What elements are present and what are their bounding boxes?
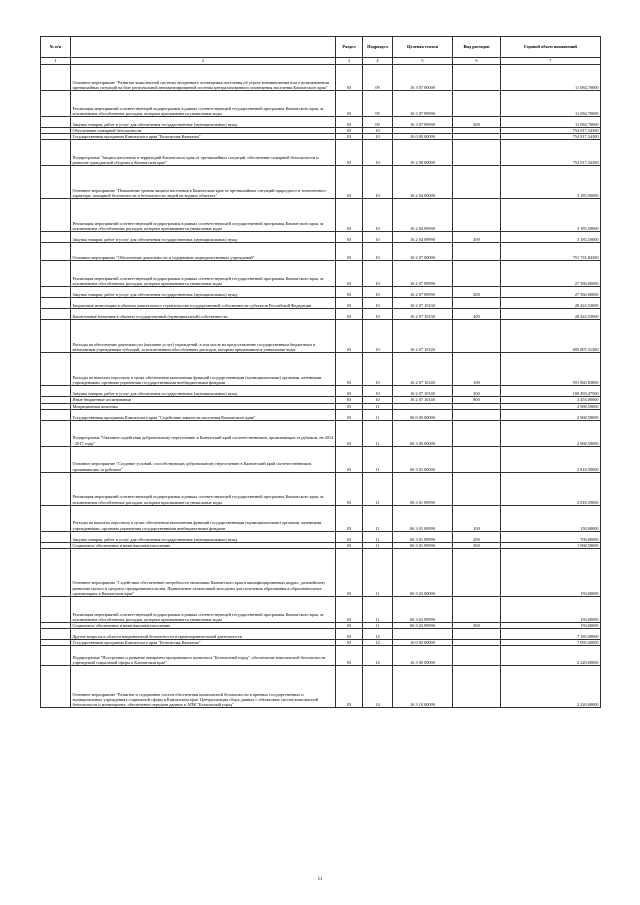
table-row [41, 646, 601, 666]
row-sum: 7 095,00000 [501, 640, 601, 646]
header-cs: Целевая статья [393, 37, 453, 58]
row-razdel: 03 [336, 309, 363, 320]
header-name [71, 37, 336, 58]
row-name: Социальное обеспечение и иные выплаты населению [71, 623, 336, 629]
row-sum: 2 818,59000 [501, 472, 601, 505]
row-razdel: 03 [336, 65, 363, 91]
row-cs: 16 2 00 00000 [393, 140, 453, 166]
row-cs: 16 2 07 10140 [393, 353, 453, 386]
row-cs: 06 3 01 09990 [393, 472, 453, 505]
row-name: Закупка товаров, работ и услуг для обеспечения государственных (муниципальных) нужд [71, 117, 336, 128]
row-podrazdel: 10 [363, 397, 393, 403]
table-row [41, 353, 601, 386]
table-header [41, 37, 601, 58]
row-vr [453, 166, 501, 199]
row-sum: 2 968,59000 [501, 403, 601, 409]
row-cs: 16 0 00 00000 [393, 640, 453, 646]
row-cs: 16 2 04 00000 [393, 166, 453, 199]
row-razdel: 03 [336, 320, 363, 353]
row-vr [453, 261, 501, 287]
column-number: 3 [336, 58, 363, 65]
table-row [41, 666, 601, 708]
column-numbers-row [41, 58, 601, 65]
row-number [41, 140, 71, 166]
row-podrazdel: 11 [363, 420, 393, 446]
row-vr [453, 420, 501, 446]
table-row [41, 117, 601, 128]
row-vr: 200 [453, 117, 501, 128]
row-cs: 16 3 07 09990 [393, 117, 453, 128]
row-razdel: 03 [336, 403, 363, 409]
row-podrazdel: 11 [363, 446, 393, 472]
row-vr [453, 199, 501, 232]
table-row [41, 629, 601, 640]
row-sum: 3 453,00000 [501, 397, 601, 403]
row-razdel: 03 [336, 134, 363, 140]
row-razdel: 03 [336, 199, 363, 232]
row-name: Закупка товаров, работ и услуг для обеспечения государственных (муниципальных) нужд [71, 287, 336, 298]
row-sum: 754 917,34300 [501, 140, 601, 166]
row-name: Расходы на обеспечение деятельности (оказание услуг) учреждений, в том числе на предоставление государственным бюджетным и автономным учреждениям субсидий, за исключением обособленных расходов, которым присваиваются уникальные коды [71, 320, 336, 353]
row-razdel: 03 [336, 420, 363, 446]
row-vr: 200 [453, 386, 501, 397]
row-podrazdel: 10 [363, 309, 393, 320]
row-name: Миграционная политика [71, 403, 336, 409]
row-number [41, 91, 71, 117]
table-row [41, 309, 601, 320]
row-podrazdel: 10 [363, 140, 393, 166]
row-number [41, 166, 71, 199]
row-number [41, 446, 71, 472]
row-name: Основное мероприятие "Обеспечение деятельности и содержание подведомственных учреждений" [71, 243, 336, 261]
row-sum: 754 917,34300 [501, 134, 601, 140]
row-podrazdel: 10 [363, 287, 393, 298]
row-vr: 200 [453, 232, 501, 243]
row-cs: 16 3 00 00000 [393, 646, 453, 666]
row-name: Другие вопросы в области национальной безопасности и правоохранительной деятельности [71, 629, 336, 640]
table-row [41, 446, 601, 472]
row-vr [453, 65, 501, 91]
table-row [41, 243, 601, 261]
row-vr [453, 91, 501, 117]
row-vr: 300 [453, 542, 501, 548]
row-razdel: 03 [336, 287, 363, 298]
table-row [41, 549, 601, 597]
row-number [41, 597, 71, 623]
row-name: Основное мероприятие "Содействие обеспечению потребности экономики Камчатского края в квалифицированных кадрах, дальнейшему развитию малого и среднего предпринимательства. Привлечение талантливой молодежи для получения образования в образовательных организациях в Камчатском крае" [71, 549, 336, 597]
row-razdel: 03 [336, 397, 363, 403]
row-sum: 3 185,50000 [501, 199, 601, 232]
row-cs: 06 3 02 00000 [393, 549, 453, 597]
row-razdel: 03 [336, 117, 363, 128]
row-name: Основное мероприятие "Создание условий, способствующих добровольному переселению в Камчатский край соотечественников, проживающих за рубежом" [71, 446, 336, 472]
row-podrazdel: 09 [363, 65, 393, 91]
row-podrazdel: 10 [363, 320, 393, 353]
budget-table [40, 36, 601, 708]
row-razdel: 03 [336, 409, 363, 420]
row-name: Закупка товаров, работ и услуг для обеспечения государственных (муниципальных) нужд [71, 386, 336, 397]
row-cs: 16 0 00 00000 [393, 134, 453, 140]
row-name: Государственная программа Камчатского края "Безопасная Камчатка" [71, 640, 336, 646]
row-podrazdel: 10 [363, 261, 393, 287]
row-razdel: 03 [336, 505, 363, 531]
row-cs: 06 3 01 09990 [393, 505, 453, 531]
row-vr [453, 409, 501, 420]
table-row [41, 199, 601, 232]
row-podrazdel: 11 [363, 505, 393, 531]
row-name: Основное мероприятие "Развитие комплексной системы экстренного оповещения населения об угрозе возникновения или о возникновении чрезвычайных ситуаций на базе региональной автоматизированной системы централизованного оповещения населения Камчатского края" [71, 65, 336, 91]
row-cs: 16 2 07 10140 [393, 397, 453, 403]
row-podrazdel: 10 [363, 134, 393, 140]
row-name: Иные бюджетные ассигнования [71, 397, 336, 403]
row-sum: 11 084,70000 [501, 91, 601, 117]
column-number: 7 [501, 58, 601, 65]
row-razdel: 03 [336, 298, 363, 309]
row-sum: 27 560,00000 [501, 261, 601, 287]
row-name: Обеспечение пожарной безопасности [71, 128, 336, 134]
row-sum: 150,00000 [501, 505, 601, 531]
row-sum: 28 424,53000 [501, 298, 601, 309]
row-podrazdel: 14 [363, 646, 393, 666]
row-podrazdel: 11 [363, 403, 393, 409]
row-podrazdel: 11 [363, 472, 393, 505]
row-vr: 300 [453, 623, 501, 629]
row-razdel: 03 [336, 666, 363, 708]
row-cs: 16 2 07 09990 [393, 287, 453, 298]
column-number: 5 [393, 58, 453, 65]
header-num: № п/п [41, 37, 71, 58]
row-number [41, 261, 71, 287]
row-cs: 06 3 02 09990 [393, 623, 453, 629]
row-name: Закупка товаров, работ и услуг для обеспечения государственных (муниципальных) нужд [71, 531, 336, 542]
row-sum: 591 860,83800 [501, 353, 601, 386]
page-number: 11 [317, 877, 323, 882]
row-podrazdel: 10 [363, 166, 393, 199]
table-row [41, 531, 601, 542]
row-cs: 16 3 07 09990 [393, 91, 453, 117]
column-number: 6 [453, 58, 501, 65]
row-vr: 200 [453, 287, 501, 298]
row-sum: 700,00000 [501, 531, 601, 542]
row-name: Реализация мероприятий соответствующей подпрограммы в рамках соответствующей государственной программы Камчатского края, за исключением обособленных расходов, которым присваиваются уникальные коды [71, 597, 336, 623]
row-sum: 3 185,50000 [501, 232, 601, 243]
row-cs: 16 2 07 00000 [393, 243, 453, 261]
row-number [41, 666, 71, 708]
row-podrazdel: 14 [363, 629, 393, 640]
row-sum: 754 917,34300 [501, 128, 601, 134]
row-razdel: 03 [336, 542, 363, 548]
row-cs: 16 2 07 10140 [393, 320, 453, 353]
row-podrazdel: 11 [363, 549, 393, 597]
row-name: Подпрограмма "Защита населения и территорий Камчатского края от чрезвычайных ситуаций, обеспечение пожарной безопасности и развитие гражданской обороны в Камчатском крае" [71, 140, 336, 166]
row-cs: 16 2 07 09990 [393, 261, 453, 287]
row-podrazdel: 10 [363, 128, 393, 134]
row-razdel: 03 [336, 472, 363, 505]
row-podrazdel: 11 [363, 531, 393, 542]
row-name: Закупка товаров, работ и услуг для обеспечения государственных (муниципальных) нужд [71, 232, 336, 243]
row-vr [453, 666, 501, 708]
row-podrazdel: 14 [363, 640, 393, 646]
row-vr [453, 597, 501, 623]
row-cs: 06 3 01 00000 [393, 446, 453, 472]
row-number [41, 320, 71, 353]
row-sum: 7 185,00000 [501, 629, 601, 640]
row-podrazdel: 14 [363, 666, 393, 708]
row-razdel: 03 [336, 531, 363, 542]
row-name: Реализация мероприятий соответствующей подпрограммы в рамках соответствующей государственной программы Камчатского края, за исключением обособленных расходов, которым присваиваются уникальные коды [71, 91, 336, 117]
row-podrazdel: 10 [363, 386, 393, 397]
row-podrazdel: 11 [363, 597, 393, 623]
table-row [41, 505, 601, 531]
row-vr [453, 320, 501, 353]
row-cs: 06 0 00 00000 [393, 409, 453, 420]
row-name: Реализация мероприятий соответствующей подпрограммы в рамках соответствующей государственной программы Камчатского края, за исключением обособленных расходов, которым присваиваются уникальные коды [71, 199, 336, 232]
row-sum: 751 731,84300 [501, 243, 601, 261]
row-razdel: 03 [336, 646, 363, 666]
row-name: Государственная программа Камчатского края "Содействие занятости населения Камчатского края" [71, 409, 336, 420]
row-podrazdel: 11 [363, 623, 393, 629]
row-name: Бюджетные инвестиции в объекты капитального строительства государственной собственности субъектов Российской Федерации [71, 298, 336, 309]
row-number [41, 646, 71, 666]
row-podrazdel: 10 [363, 243, 393, 261]
row-sum: 2 220,00000 [501, 666, 601, 708]
row-name: Расходы на выплаты персоналу в целях обеспечения выполнения функций государственными (муниципальными) органами, казенными учреждениями, органами управления государственными внебюджетными фондами [71, 505, 336, 531]
row-razdel: 03 [336, 629, 363, 640]
row-cs: 16 2 04 09990 [393, 232, 453, 243]
table-row [41, 232, 601, 243]
row-name: Реализация мероприятий соответствующей подпрограммы в рамках соответствующей государственной программы Камчатского края, за исключением обособленных расходов, которым присваиваются уникальные коды [71, 472, 336, 505]
row-razdel: 03 [336, 91, 363, 117]
header-vr: Вид расходов [453, 37, 501, 58]
row-sum: 28 424,53000 [501, 309, 601, 320]
row-vr [453, 446, 501, 472]
row-cs: 16 3 07 00000 [393, 65, 453, 91]
row-number [41, 549, 71, 597]
row-number [41, 232, 71, 243]
row-number [41, 531, 71, 542]
row-vr: 100 [453, 353, 501, 386]
table-body [41, 65, 601, 708]
header-podrazdel: Подраздел [363, 37, 393, 58]
row-number [41, 629, 71, 640]
row-cs: 06 3 02 09990 [393, 597, 453, 623]
row-sum: 2 818,59000 [501, 446, 601, 472]
row-cs: 06 3 01 09990 [393, 531, 453, 542]
row-podrazdel: 09 [363, 117, 393, 128]
table-row [41, 472, 601, 505]
column-number: 4 [363, 58, 393, 65]
row-cs: 06 3 01 09990 [393, 542, 453, 548]
row-number [41, 353, 71, 386]
row-razdel: 03 [336, 623, 363, 629]
row-vr [453, 646, 501, 666]
row-vr [453, 472, 501, 505]
row-cs: 16 3 10 00000 [393, 666, 453, 708]
row-name: Подпрограмма "Построение и развитие аппаратно-программного комплекса "Безопасный город", обеспечение комплексной безопасности учреждений социальной сферы в Камчатском крае" [71, 646, 336, 666]
row-sum: 2 968,59000 [501, 409, 601, 420]
row-vr: 800 [453, 397, 501, 403]
table-row [41, 409, 601, 420]
row-vr [453, 549, 501, 597]
row-razdel: 03 [336, 128, 363, 134]
row-cs: 16 2 07 10130 [393, 298, 453, 309]
row-razdel: 03 [336, 353, 363, 386]
table-row [41, 597, 601, 623]
row-number [41, 117, 71, 128]
row-razdel: 03 [336, 232, 363, 243]
row-podrazdel: 11 [363, 542, 393, 548]
table-row [41, 298, 601, 309]
row-podrazdel: 09 [363, 91, 393, 117]
table-row [41, 140, 601, 166]
row-number [41, 472, 71, 505]
row-razdel: 03 [336, 261, 363, 287]
table-row [41, 320, 601, 353]
row-cs: 16 2 07 10140 [393, 386, 453, 397]
table-row [41, 420, 601, 446]
column-number: 2 [71, 58, 336, 65]
row-podrazdel: 10 [363, 199, 393, 232]
row-podrazdel: 11 [363, 409, 393, 420]
table-row [41, 65, 601, 91]
row-sum: 3 185,50000 [501, 166, 601, 199]
row-name: Капитальные вложения в объекты государственной (муниципальной) собственности [71, 309, 336, 320]
row-cs: 16 2 04 09990 [393, 199, 453, 232]
row-vr [453, 298, 501, 309]
row-number [41, 199, 71, 232]
row-number [41, 243, 71, 261]
row-razdel: 03 [336, 597, 363, 623]
table-row [41, 261, 601, 287]
header-sum: Годовой объем назначений [501, 37, 601, 58]
row-razdel: 03 [336, 549, 363, 597]
row-sum: 150,00000 [501, 597, 601, 623]
row-razdel: 03 [336, 243, 363, 261]
row-sum: 27 560,00000 [501, 287, 601, 298]
row-name: Подпрограмма "Оказание содействия добровольному переселению в Камчатский край соотечественников, проживающих за рубежом, на 2014 - 2017 годы" [71, 420, 336, 446]
header-razdel: Раздел [336, 37, 363, 58]
row-sum: 150,00000 [501, 623, 601, 629]
row-number [41, 420, 71, 446]
row-sum: 11 084,70000 [501, 117, 601, 128]
row-razdel: 03 [336, 386, 363, 397]
row-sum: 2 220,00000 [501, 646, 601, 666]
row-sum: 150,00000 [501, 549, 601, 597]
row-sum: 2 968,59000 [501, 420, 601, 446]
row-podrazdel: 10 [363, 232, 393, 243]
column-number: 1 [41, 58, 71, 65]
row-sum: 1 968,59000 [501, 542, 601, 548]
row-sum: 100 493,47500 [501, 386, 601, 397]
row-razdel: 03 [336, 640, 363, 646]
row-podrazdel: 10 [363, 298, 393, 309]
row-number [41, 309, 71, 320]
row-number [41, 505, 71, 531]
row-vr [453, 140, 501, 166]
table-row [41, 166, 601, 199]
row-name: Реализация мероприятий соответствующей подпрограммы в рамках соответствующей государственной программы Камчатского края, за исключением обособленных расходов, которым присваиваются уникальные коды [71, 261, 336, 287]
row-cs [393, 629, 453, 640]
row-razdel: 03 [336, 140, 363, 166]
table-row [41, 91, 601, 117]
row-number [41, 298, 71, 309]
row-number [41, 386, 71, 397]
row-name: Социальное обеспечение и иные выплаты населению [71, 542, 336, 548]
row-razdel: 03 [336, 446, 363, 472]
row-vr: 100 [453, 505, 501, 531]
row-razdel: 03 [336, 166, 363, 199]
row-vr: 200 [453, 531, 501, 542]
row-vr: 400 [453, 309, 501, 320]
budget-sheet [40, 36, 600, 708]
row-cs: 16 2 07 10130 [393, 309, 453, 320]
row-vr [453, 243, 501, 261]
table-row [41, 287, 601, 298]
row-name: Основное мероприятие "Развитие и содержание систем обеспечения комплексной безопасности в краевых государственных и муниципальных учреждениях социальной сферы в Камчатском крае. Централизация сбора данных с объектовых систем комплексной безопасности и мониторинга, обеспечение передачи данных в АПК "Безопасный город" [71, 666, 336, 708]
table-row [41, 386, 601, 397]
row-number [41, 409, 71, 420]
row-name: Расходы на выплаты персоналу в целях обеспечения выполнения функций государственными (муниципальными) органами, казенными учреждениями, органами управления государственными внебюджетными фондами [71, 353, 336, 386]
row-number [41, 65, 71, 91]
row-name: Государственная программа Камчатского края "Безопасная Камчатка" [71, 134, 336, 140]
row-vr [453, 629, 501, 640]
row-number [41, 287, 71, 298]
row-sum: 695 807,31300 [501, 320, 601, 353]
row-podrazdel: 10 [363, 353, 393, 386]
row-cs: 06 3 00 00000 [393, 420, 453, 446]
row-sum: 11 084,70000 [501, 65, 601, 91]
row-name: Основное мероприятие "Повышение уровня защиты населения в Камчатском крае от чрезвычайных ситуаций природного и техногенного характера, пожарной безопасности и безопасности людей на водных объектах" [71, 166, 336, 199]
